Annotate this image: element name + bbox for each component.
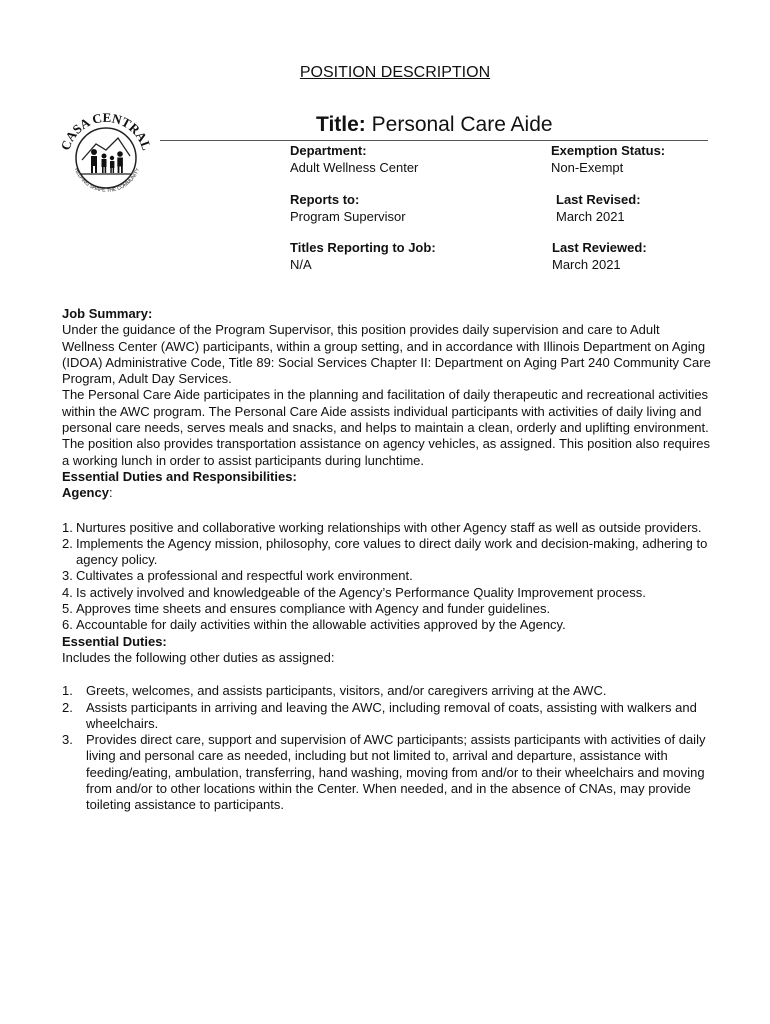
list-item <box>62 520 712 536</box>
essential-duties-responsibilities-heading: Essential Duties and Responsibilities: <box>62 468 297 484</box>
list-number: 1. <box>62 519 73 535</box>
agency-heading-colon: : <box>108 485 113 501</box>
last-revised-field <box>556 191 641 225</box>
list-number: 4. <box>62 584 73 600</box>
department-field <box>290 142 418 176</box>
svg-text:CASA CENTRAL: CASA CENTRAL <box>57 109 155 153</box>
title-label: Title: <box>316 113 366 136</box>
last-reviewed-field <box>552 239 647 273</box>
titles-reporting-label: Titles Reporting to Job: <box>290 240 436 255</box>
page-header: POSITION DESCRIPTION <box>299 64 491 81</box>
exemption-value: Non-Exempt <box>551 160 624 175</box>
list-item <box>62 683 712 699</box>
essential-duties-intro: Includes the following other duties as assigned: <box>62 649 335 665</box>
department-value: Adult Wellness Center <box>290 160 419 175</box>
list-item <box>62 617 712 633</box>
title-value: Personal Care Aide <box>371 113 553 136</box>
list-item <box>62 536 712 569</box>
job-summary-paragraph-1: Under the guidance of the Program Supervisor, this position provides daily supervision and care to Adult Wellness Center (AWC) participants, within a group setting, and in accordance with Illinois Department on Aging (IDOA) Administrative Code, Title 89: Social Services Chapter II: Department on Aging Part 240 Community Care Program, Adult Day Services. <box>62 322 711 387</box>
list-text: Nurtures positive and collaborative working relationships with other Agency staff as well as outside providers. <box>76 519 702 535</box>
essential-duties-heading: Essential Duties: <box>62 633 167 649</box>
job-title <box>316 113 553 137</box>
list-text: Provides direct care, support and supervision of AWC participants; assists participants with activities of daily living and personal care as needed, including but not limited to, arrival and departure, assistance with feeding/eating, ambulation, transferring, hand washing, moving from and/or to their wheelchairs and moving from and/or to other locations within the Center. When needed, and in the absence of CNAs, may provide toileting assistance to participants. <box>86 732 706 813</box>
list-text: Is actively involved and knowledgeable of the Agency’s Performance Quality Improvement process. <box>76 584 646 600</box>
list-item <box>62 568 712 584</box>
list-text: Assists participants in arriving and leaving the AWC, including removal of coats, assisting with walkers and wheelchairs. <box>86 699 697 731</box>
list-text: Greets, welcomes, and assists participants, visitors, and/or caregivers arriving at the AWC. <box>86 683 607 699</box>
last-reviewed-label: Last Reviewed: <box>552 240 647 255</box>
job-summary-paragraph-2: The Personal Care Aide participates in the planning and facilitation of daily therapeutic and recreational activities within the AWC program. The Personal Care Aide assists individual participants with activities of daily living and personal care needs, serves meals and snacks, and helps to maintain a clean, orderly and uplifting environment. The position also provides transportation assistance on agency vehicles, as assigned. This position also requires a working lunch in order to assist participants during lunchtime. <box>62 387 710 468</box>
list-item <box>62 585 712 601</box>
document-body <box>62 306 712 814</box>
job-summary-heading: Job Summary: <box>62 306 153 321</box>
list-text: Cultivates a professional and respectful work environment. <box>76 568 413 584</box>
list-number: 6. <box>62 617 73 633</box>
svg-text:HELPING SHAPE THE COMMUNITY: HELPING SHAPE THE COMMUNITY <box>72 167 142 194</box>
exemption-field <box>551 142 665 176</box>
list-text: Accountable for daily activities within the allowable activities approved by the Agency. <box>76 617 566 633</box>
last-revised-label: Last Revised: <box>556 192 641 207</box>
list-number: 3. <box>62 568 73 584</box>
list-item <box>62 601 712 617</box>
list-number: 3. <box>62 732 73 748</box>
list-number: 2. <box>62 535 73 551</box>
list-text: Approves time sheets and ensures compliance with Agency and funder guidelines. <box>76 601 551 617</box>
last-reviewed-value: March 2021 <box>552 257 621 272</box>
title-divider <box>160 140 708 141</box>
reports-to-field <box>290 191 406 225</box>
reports-to-label: Reports to: <box>290 192 360 207</box>
agency-list <box>62 520 712 634</box>
titles-reporting-value: N/A <box>290 257 312 272</box>
list-item <box>62 700 712 733</box>
agency-heading <box>62 485 712 501</box>
department-label: Department: <box>290 143 367 158</box>
casa-central-logo <box>54 108 158 196</box>
last-revised-value: March 2021 <box>556 209 625 224</box>
titles-reporting-field <box>290 239 436 273</box>
list-number: 1. <box>62 683 73 699</box>
list-item <box>62 732 712 813</box>
list-number: 2. <box>62 699 73 715</box>
list-number: 5. <box>62 601 73 617</box>
list-text: Implements the Agency mission, philosophy, core values to direct daily work and decision-making, adhering to agency policy. <box>76 535 708 568</box>
duties-list <box>62 683 712 813</box>
agency-heading-text: Agency <box>62 485 109 501</box>
exemption-label: Exemption Status: <box>551 143 666 158</box>
reports-to-value: Program Supervisor <box>290 209 406 224</box>
